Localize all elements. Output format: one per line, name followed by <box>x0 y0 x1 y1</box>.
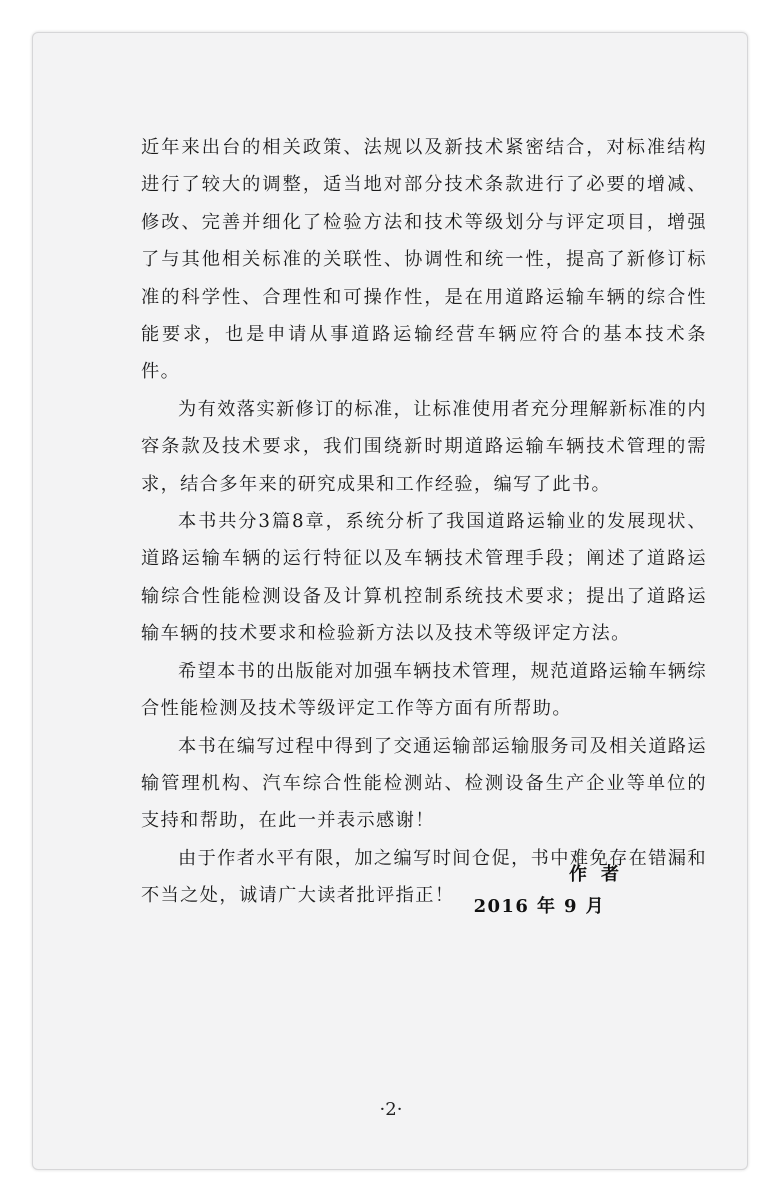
paragraph-6: 由于作者水平有限，加之编写时间仓促，书中难免存在错漏和不当之处，诚请广大读者批评指正！ <box>141 847 707 907</box>
signature-block <box>141 859 709 923</box>
preface-body <box>141 129 707 915</box>
paragraph-4: 希望本书的出版能对加强车辆技术管理，规范道路运输车辆综合性能检测及技术等级评定工作等方面有所帮助。 <box>141 660 707 720</box>
signature-author: 作者 <box>569 864 633 885</box>
paragraph-1: 近年来出台的相关政策、法规以及新技术紧密结合，对标准结构进行了较大的调整，适当地对部分技术条款进行了必要的增减、修改、完善并细化了检验方法和技术等级划分与评定项目，增强了与其他相关标准的关联性、协调性和统一性，提高了新修订标准的科学性、合理性和可操作性，是在用道路运输车辆的综合性能要求，也是申请从事道路运输经营车辆应符合的基本技术条件。 <box>141 137 707 383</box>
document-page <box>32 32 748 1170</box>
paragraph-2: 为有效落实新修订的标准，让标准使用者充分理解新标准的内容条款及技术要求，我们围绕新时期道路运输车辆技术管理的需求，结合多年来的研究成果和工作经验，编写了此书。 <box>141 398 707 495</box>
paragraph-5: 本书在编写过程中得到了交通运输部运输服务司及相关道路运输管理机构、汽车综合性能检测站、检测设备生产企业等单位的支持和帮助，在此一并表示感谢！ <box>141 735 707 832</box>
signature-date: 2016 年 9 月 <box>473 896 605 917</box>
paragraph-3: 本书共分3篇8章，系统分析了我国道路运输业的发展现状、道路运输车辆的运行特征以及车辆技术管理手段；阐述了道路运输综合性能检测设备及计算机控制系统技术要求；提出了道路运输车辆的技术要求和检验新方法以及技术等级评定方法。 <box>141 511 707 645</box>
page-number: ·2· <box>379 1099 403 1120</box>
